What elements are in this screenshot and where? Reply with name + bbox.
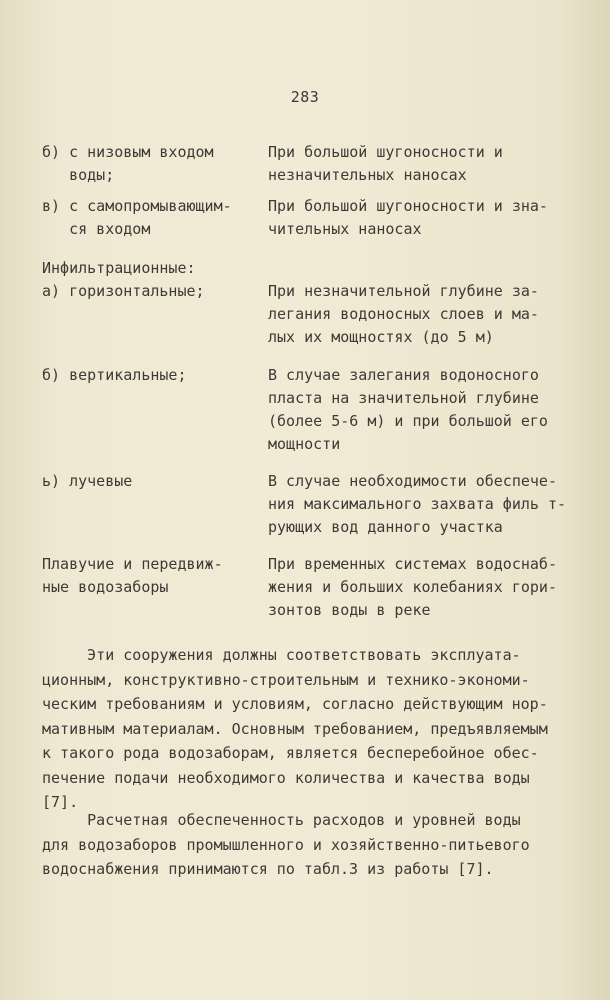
conditions-cell: При большой шугоносности и незначительных наносах [268, 143, 503, 184]
conditions-cell: При временных системах водоснаб- жения и больших колебаниях гори- зонтов воды в реке [268, 555, 557, 619]
intake-type-cell: б) с низовым входом воды; [42, 143, 214, 184]
conditions-cell: В случае залегания водоносного пласта на значительной глубине (более 5-6 м) и при большой его мощности [268, 366, 548, 453]
intake-type-cell: в) с самопромывающим- ся входом [42, 197, 232, 238]
conditions-cell: При большой шугоносности и зна- чительных наносах [268, 197, 548, 238]
intake-type-cell: ь) лучевые [42, 472, 133, 490]
conditions-cell: При незначительной глубине за- легания водоносных слоев и ма- лых их мощностях (до 5 м) [268, 282, 539, 346]
page-number: 283 [290, 88, 320, 106]
intake-type-cell: Инфильтрационные: а) горизонтальные; [42, 259, 205, 300]
conditions-cell: В случае необходимости обеспече- ния максимального захвата филь т- рующих вод данного участка [268, 472, 567, 536]
body-paragraph: Эти сооружения должны соответствовать эксплуата- ционным, конструктивно-строительным и технико-экономи- ческим требованиям и условиям, согласно действующим нор- мативным материалам. Основным требованием, предъявляемым к такого рода водозаборам, является бесперебойное обес- печение подачи необходимого количества и качества воды [7]. [42, 646, 548, 811]
body-paragraph: Расчетная обеспеченность расходов и уровней воды для водозаборов промышленного и хозяйственно-питьевого водоснабжения принимаются по табл.3 из работы [7]. [42, 811, 530, 878]
intake-type-cell: Плавучие и передвиж- ные водозаборы [42, 555, 223, 596]
intake-type-cell: б) вертикальные; [42, 366, 187, 384]
